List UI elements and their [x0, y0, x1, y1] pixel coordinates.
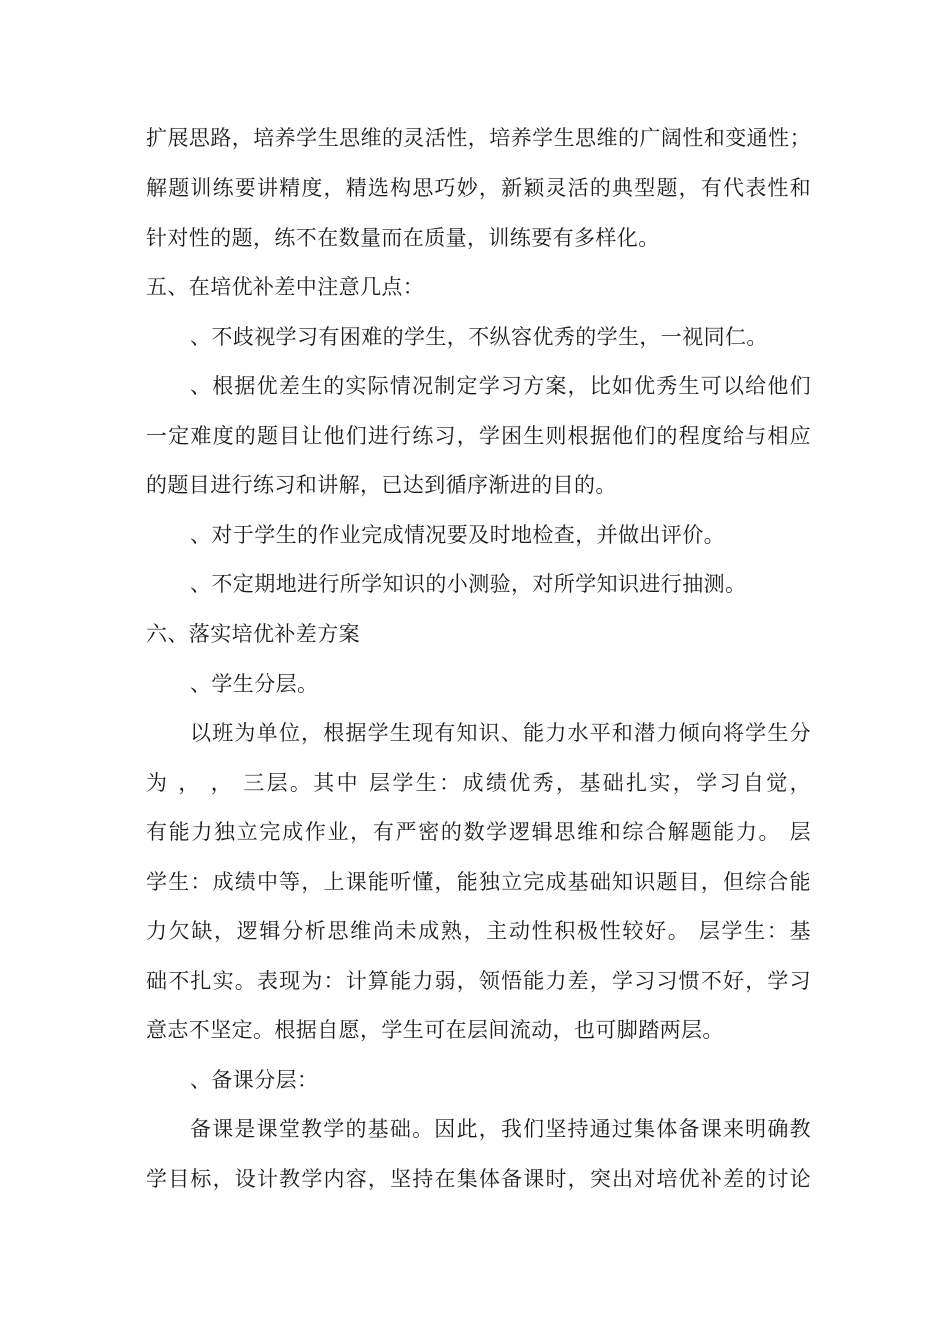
list-item: 、不歧视学习有困难的学生，不纵容优秀的学生，一视同仁。 — [190, 325, 768, 349]
section-heading: 五、在培优补差中注意几点： — [146, 275, 425, 299]
subsection-heading: 、备课分层： — [190, 1068, 319, 1092]
subsection-heading: 、学生分层。 — [190, 672, 319, 696]
list-item: 、对于学生的作业完成情况要及时地检查，并做出评价。 — [190, 523, 725, 547]
text-line: 学目标，设计教学内容，坚持在集体备课时，突出对培优补差的讨论 — [146, 1167, 811, 1191]
list-item: 、不定期地进行所学知识的小测验，对所学知识进行抽测。 — [190, 572, 747, 596]
text-line: 意志不坚定。根据自愿，学生可在层间流动，也可脚踏两层。 — [146, 1018, 724, 1042]
text-line: 以班为单位，根据学生现有知识、能力水平和潜力倾向将学生分 — [190, 721, 811, 745]
text-line: 的题目进行练习和讲解，已达到循序渐进的目的。 — [146, 473, 617, 497]
text-line: 础不扎实。表现为：计算能力弱，领悟能力差，学习习惯不好，学习 — [146, 969, 811, 993]
text-line: 有能力独立完成作业，有严密的数学逻辑思维和综合解题能力。 层 — [146, 820, 811, 844]
text-line: 解题训练要讲精度，精选构思巧妙，新颖灵活的典型题，有代表性和 — [146, 176, 811, 200]
text-line: 针对性的题，练不在数量而在质量，训练要有多样化。 — [146, 226, 660, 250]
section-heading: 六、落实培优补差方案 — [146, 622, 360, 646]
text-line: 扩展思路，培养学生思维的灵活性，培养学生思维的广阔性和变通性； — [146, 126, 811, 150]
text-line: 力欠缺，逻辑分析思维尚未成熟，主动性积极性较好。 层学生：基 — [146, 919, 811, 943]
list-item: 、根据优差生的实际情况制定学习方案，比如优秀生可以给他们 — [190, 374, 811, 398]
text-line: 为 ， ， 三层。其中 层学生：成绩优秀，基础扎实，学习自觉， — [146, 771, 811, 795]
text-line: 备课是课堂教学的基础。因此，我们坚持通过集体备课来明确教 — [190, 1117, 811, 1141]
text-line: 学生：成绩中等，上课能听懂，能独立完成基础知识题目，但综合能 — [146, 870, 811, 894]
text-line: 一定难度的题目让他们进行练习，学困生则根据他们的程度给与相应 — [146, 424, 811, 448]
